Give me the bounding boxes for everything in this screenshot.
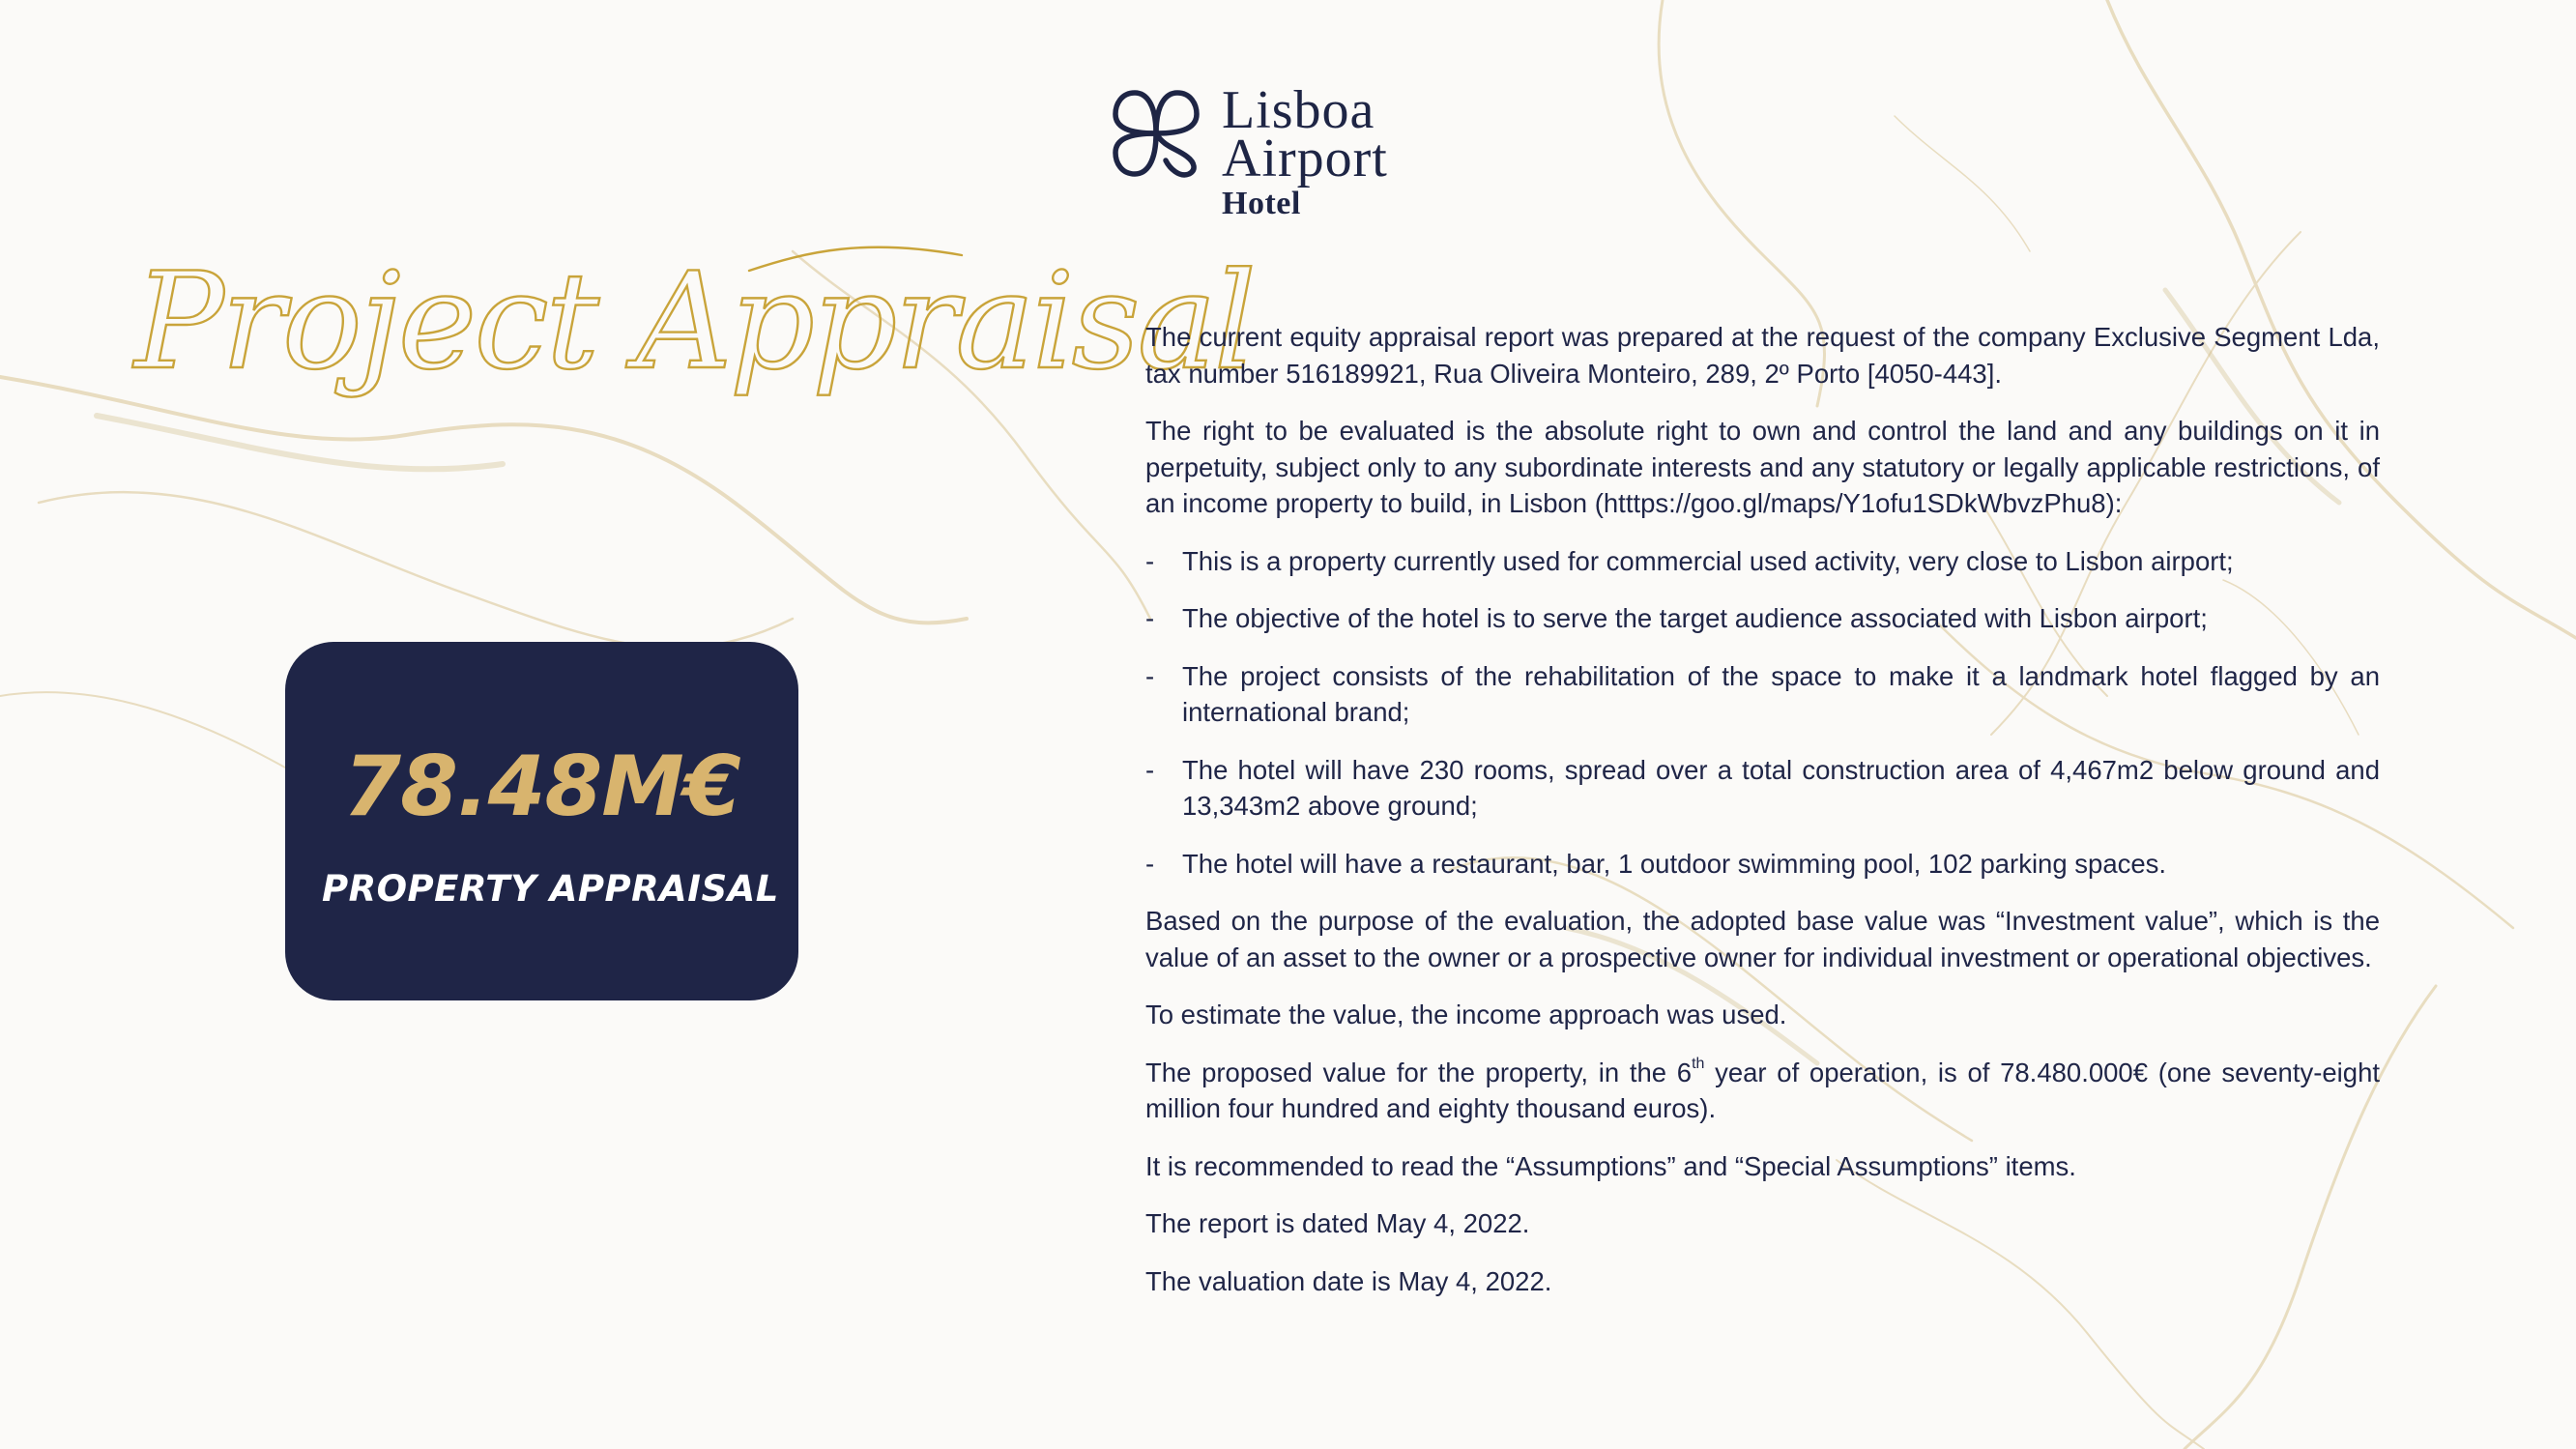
page-title-text: Project Appraisal [134,244,1254,399]
project-bullet-list [1145,543,2380,883]
logo-word-lisboa: Lisboa [1222,80,1375,140]
list-item-text: The project consists of the rehabilitation of the space to make it a landmark hotel flagged by an international brand; [1182,660,2380,727]
ordinal-superscript: th [1692,1056,1705,1073]
page-title [130,242,1254,425]
paragraph-valuation-date: The valuation date is May 4, 2022. [1145,1265,1552,1296]
logo-word-airport: Airport [1222,129,1388,188]
bullet-dash: - [1145,545,1155,576]
list-item-text: This is a property currently used for commercial used activity, very close to Lisbon airport; [1182,545,2234,576]
list-item [1145,752,2380,825]
list-item [1145,846,2380,883]
bullet-dash: - [1145,603,1155,633]
list-item-text: The objective of the hotel is to serve the target audience associated with Lisbon airport; [1182,603,2208,633]
list-item [1145,600,2380,637]
proposed-value-text-end: year of operation, is of 78.480.000€ (one seventy-eight million four hundred and eighty thousand euros). [1145,1057,2380,1123]
appraisal-label: PROPERTY APPRAISAL [322,868,779,910]
quatrefoil-logo-icon [1108,85,1204,182]
appraisal-value: 78.48M€ [343,739,740,835]
list-item [1145,658,2380,731]
list-item-text: The hotel will have a restaurant, bar, 1 outdoor swimming pool, 102 parking spaces. [1182,848,2167,879]
appraisal-value-card [285,642,798,1000]
paragraph-assumptions: It is recommended to read the “Assumptions” and “Special Assumptions” items. [1145,1150,2076,1181]
bullet-dash: - [1145,848,1155,879]
list-item-text: The hotel will have 230 rooms, spread over a total construction area of 4,467m2 below ground and 13,343m2 above ground; [1182,754,2380,821]
list-item [1145,543,2380,580]
paragraph-method: To estimate the value, the income approach was used. [1145,1000,1787,1029]
paragraph-proposed-value [1145,1055,2380,1127]
appraisal-text [1145,319,2380,1320]
paragraph-client: The current equity appraisal report was prepared at the request of the company Exclusive Segment Lda, tax number 516189921, Rua Oliveira Monteiro, 289, 2º Porto [4050-443]. [1145,322,2380,389]
bullet-dash: - [1145,754,1155,785]
proposed-value-text-start: The proposed value for the property, in the 6 [1145,1057,1693,1087]
hotel-logo [1108,79,1475,224]
paragraph-report-date: The report is dated May 4, 2022. [1145,1208,1530,1238]
logo-word-hotel: Hotel [1222,186,1301,221]
paragraph-base-value: Based on the purpose of the evaluation, the adopted base value was “Investment value”, which is the value of an asset to the owner or a prospective owner for individual investment or operational objectives. [1145,906,2380,972]
bullet-dash: - [1145,660,1155,691]
paragraph-right: The right to be evaluated is the absolute right to own and control the land and any buildings on it in perpetuity, subject only to any subordinate interests and any statutory or legally applicable restrictions, of an income property to build, in Lisbon (htttps://goo.gl/maps/Y1ofu1SDkWbvzPhu8): [1145,416,2380,518]
